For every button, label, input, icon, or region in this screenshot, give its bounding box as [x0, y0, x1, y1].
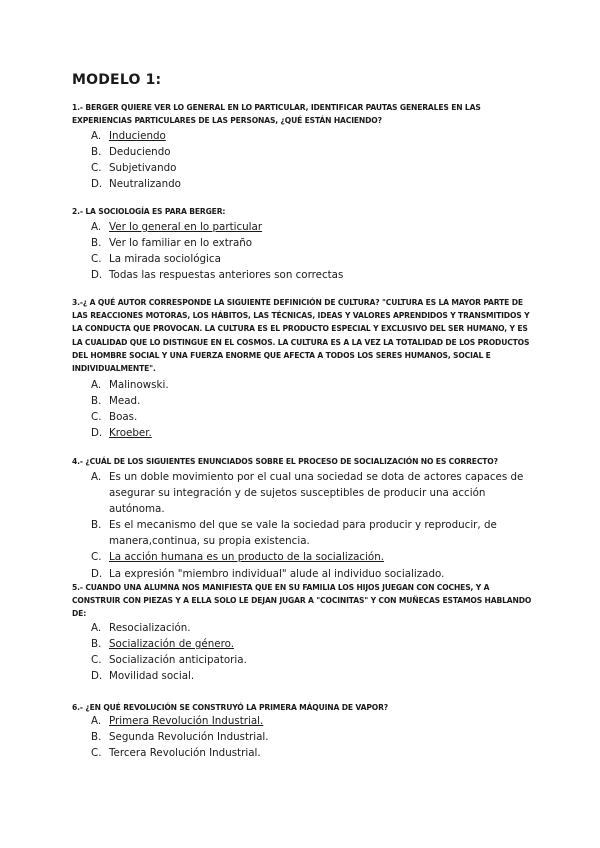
option-letter: C.: [91, 253, 102, 266]
option-letter: A.: [91, 715, 102, 727]
option-d: [72, 668, 542, 684]
option-letter: A.: [91, 221, 102, 233]
option-text: La mirada sociológica: [109, 253, 221, 266]
option-text-marked-answer: Socialización de género.: [109, 638, 235, 651]
option-a: [72, 713, 542, 729]
question-2-text: 2.- LA SOCIOLOGÍA ES PARA BERGER:: [72, 207, 226, 216]
option-a: [72, 469, 542, 517]
option-d: [72, 176, 542, 192]
option-text: Segunda Revolución Industrial.: [109, 731, 269, 744]
option-c: [72, 745, 542, 761]
option-text-marked-answer: Kroeber.: [109, 427, 152, 440]
option-letter: C.: [91, 654, 102, 667]
option-text: Socialización anticipatoria.: [109, 654, 247, 667]
option-d: [72, 267, 542, 283]
question-3-options: [72, 377, 542, 441]
option-letter: D.: [91, 269, 103, 282]
option-c: [72, 549, 542, 565]
option-letter: C.: [91, 411, 102, 424]
option-letter: D.: [91, 178, 103, 191]
option-b: [72, 636, 542, 652]
option-text-marked-answer: La acción humana es un producto de la socialización.: [109, 551, 385, 564]
option-text: Tercera Revolución Industrial.: [109, 747, 261, 760]
option-letter: B.: [91, 638, 102, 651]
option-text: Resocialización.: [109, 622, 191, 634]
question-5-text: 5.- CUANDO UNA ALUMNA NOS MANIFIESTA QUE EN SU FAMILIA LOS HIJOS JUEGAN CON COCHES, Y A CONSTRUIR CON PIEZAS Y A ELLA SOLO LE DEJAN JUGAR A "COCINITAS" Y CON MUÑECAS ESTAMOS HABLANDO DE:: [72, 583, 532, 619]
option-text: Mead.: [109, 395, 141, 408]
option-b: [72, 144, 542, 160]
option-text: Todas las respuestas anteriores son correctas: [109, 269, 344, 282]
option-c: [72, 251, 542, 267]
option-d: [72, 425, 542, 441]
option-letter: B.: [91, 731, 102, 744]
option-b: [72, 517, 542, 549]
option-a: [72, 620, 542, 636]
option-letter: A.: [91, 622, 102, 634]
option-letter: B.: [91, 237, 102, 250]
option-b: [72, 393, 542, 409]
page-title: MODELO 1:: [72, 72, 162, 88]
question-6-options: [72, 713, 542, 761]
option-letter: A.: [91, 471, 102, 483]
option-a: [72, 219, 542, 235]
option-letter: D.: [91, 427, 103, 440]
option-text-marked-answer: Induciendo: [109, 130, 166, 142]
question-5-options: [72, 620, 542, 684]
question-1-options: [72, 128, 542, 192]
question-3-text: 3.-¿ A QUÉ AUTOR CORRESPONDE LA SIGUIENTE DEFINICIÓN DE CULTURA? "CULTURA ES LA MAYOR PARTE DE LAS REACCIONES MOTORAS, LOS HÁBITOS, LAS TÉCNICAS, IDEAS Y VALORES APRENDIDOS Y TRANSMITIDOS Y LA CONDUCTA QUE PROVOCAN. LA CULTURA ES EL PRODUCTO ESPECIAL Y EXCLUSIVO DEL SER HUMANO, Y ES LA CUALIDAD QUE LO DISTINGUE EN EL COSMOS. LA CULTURA ES A LA VEZ LA TOTALIDAD DE LOS PRODUCTOS DEL HOMBRE SOCIAL Y UNA FUERZA ENORME QUE AFECTA A TODOS LOS SERES HUMANOS, SOCIAL E INDIVIDUALMENTE".: [72, 298, 530, 374]
option-b: [72, 235, 542, 251]
option-text: Malinowski.: [109, 379, 169, 391]
option-c: [72, 409, 542, 425]
option-text-marked-answer: Ver lo general en lo particular: [109, 221, 263, 233]
option-text: Deduciendo: [109, 146, 171, 159]
option-letter: B.: [91, 519, 102, 532]
option-text: Boas.: [109, 411, 138, 424]
question-4-text: 4.- ¿CUÁL DE LOS SIGUIENTES ENUNCIADOS SOBRE EL PROCESO DE SOCIALIZACIÓN NO ES CORRECTO?: [72, 457, 498, 466]
question-4-options: [72, 469, 542, 582]
option-text: La expresión "miembro individual" alude al individuo socializado.: [109, 567, 445, 580]
option-b: [72, 729, 542, 745]
question-6-text: 6.- ¿EN QUÉ REVOLUCIÓN SE CONSTRUYÓ LA PRIMERA MÁQUINA DE VAPOR?: [72, 703, 389, 712]
option-text: Es un doble movimiento por el cual una sociedad se dota de actores capaces de asegurar su integración y de sujetos susceptibles de producir una acción autónoma.: [109, 471, 524, 516]
option-c: [72, 652, 542, 668]
option-letter: D.: [91, 567, 103, 580]
option-letter: C.: [91, 162, 102, 175]
option-d: [72, 566, 542, 582]
option-letter: C.: [91, 551, 102, 564]
question-1-text: 1.- BERGER QUIERE VER LO GENERAL EN LO PARTICULAR, IDENTIFICAR PAUTAS GENERALES EN LAS EXPERIENCIAS PARTICULARES DE LAS PERSONAS, ¿QUÉ ESTÁN HACIENDO?: [72, 103, 481, 126]
option-letter: A.: [91, 130, 102, 142]
option-letter: D.: [91, 670, 103, 683]
question-2-options: [72, 219, 542, 283]
option-text: Subjetivando: [109, 162, 177, 175]
option-a: [72, 128, 542, 144]
option-letter: C.: [91, 747, 102, 760]
option-text: Es el mecanismo del que se vale la sociedad para producir y reproducir, de manera,continua, su propia existencia.: [109, 519, 497, 548]
option-c: [72, 160, 542, 176]
option-a: [72, 377, 542, 393]
option-letter: B.: [91, 146, 102, 159]
option-letter: A.: [91, 379, 102, 391]
option-text-marked-answer: Primera Revolución Industrial.: [109, 715, 264, 727]
option-letter: B.: [91, 395, 102, 408]
option-text: Ver lo familiar en lo extraño: [109, 237, 253, 250]
option-text: Neutralizando: [109, 178, 181, 191]
option-text: Movilidad social.: [109, 670, 195, 683]
